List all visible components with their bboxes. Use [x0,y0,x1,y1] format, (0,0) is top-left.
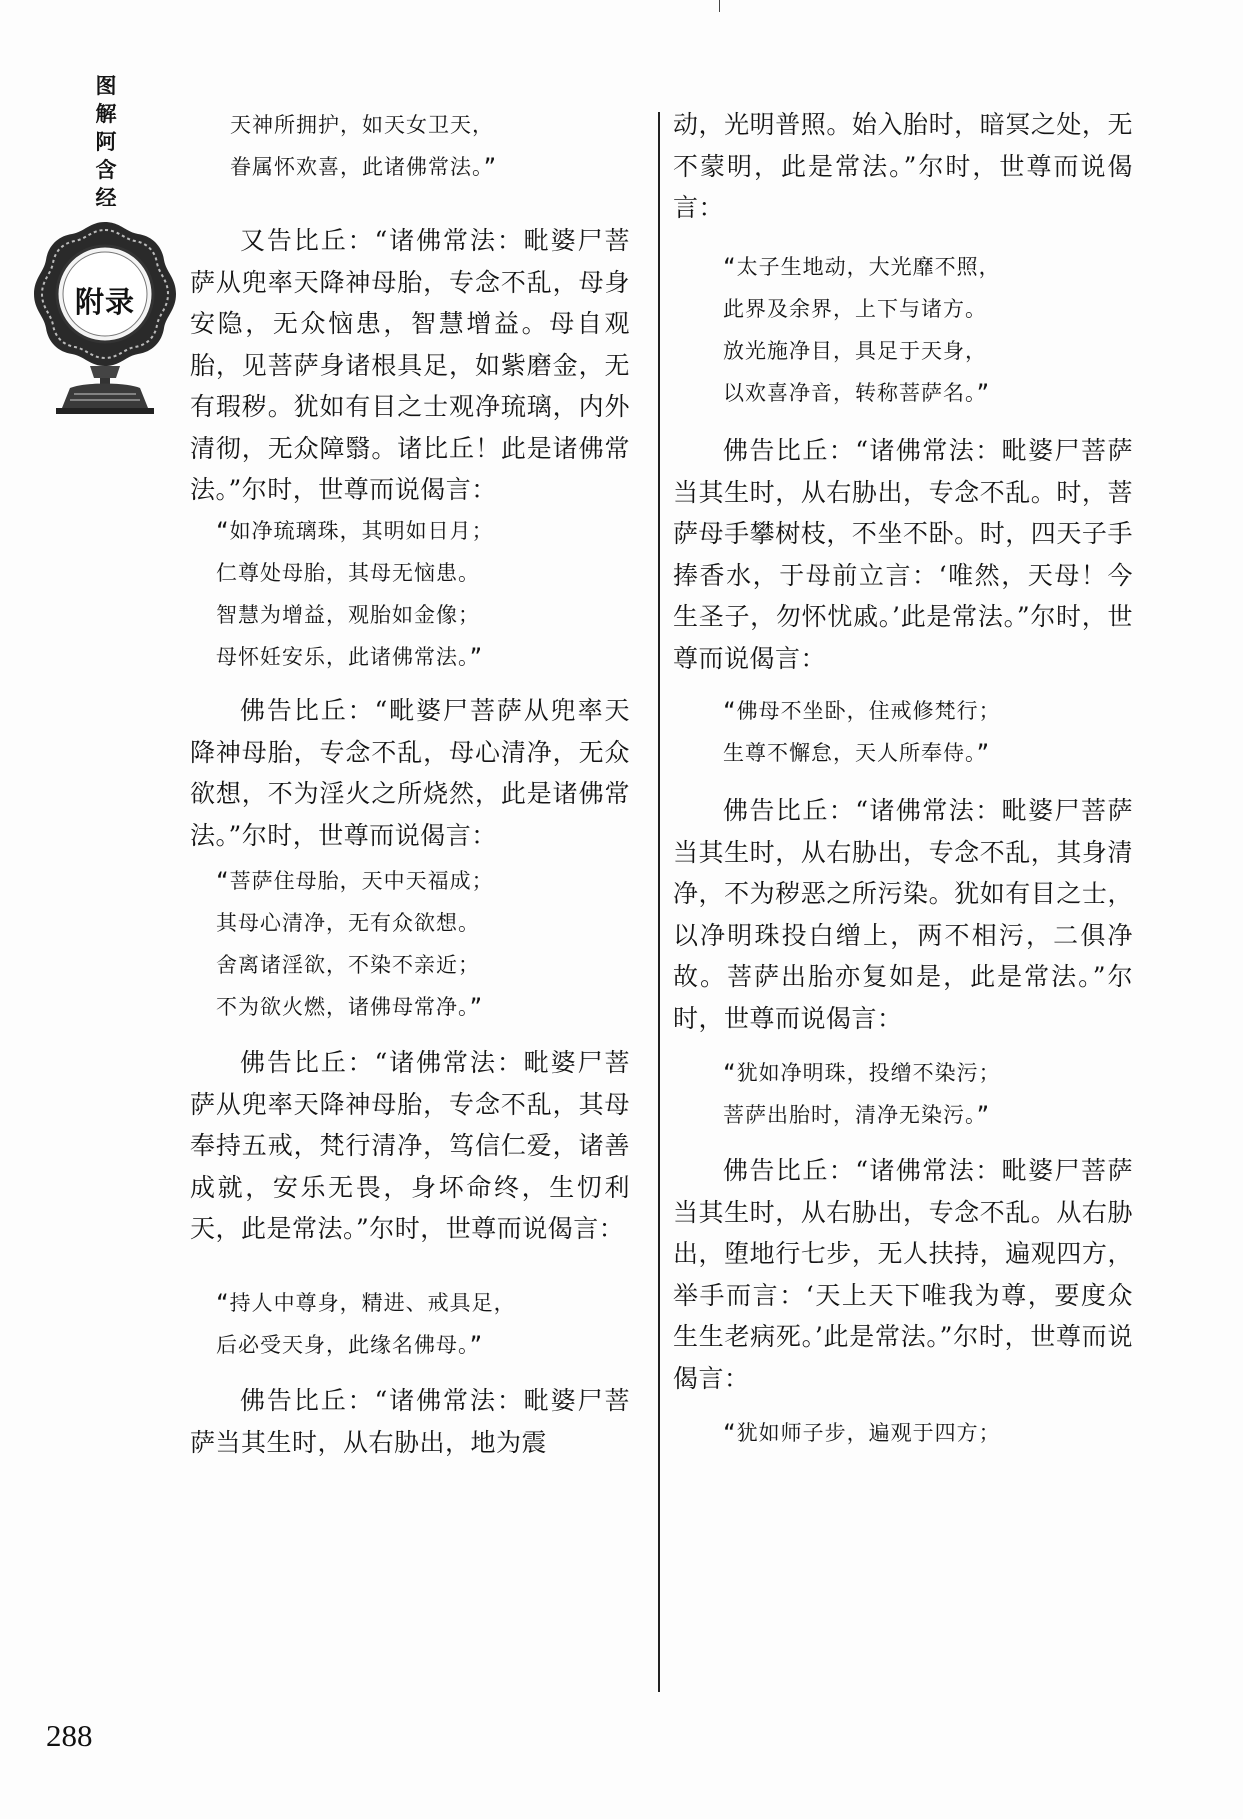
scan-tick-mark [719,0,720,12]
paragraph: 佛告比丘：“诸佛常法：毗婆尸菩萨当其生时，从右胁出，地为震 [190,1386,630,1457]
page-number: 288 [46,1718,93,1753]
paragraph: 又告比丘：“诸佛常法：毗婆尸菩萨从兜率天降神母胎，专念不乱，母身安隐，无众恼患，智慧增益。母自观胎，见菩萨身诸根具足，如紫磨金，无有瑕秽。犹如有目之士观净琉璃，内外清彻，无众障翳。诸比丘！此是诸佛常法。”尔时，世尊而说偈言： [190,226,630,504]
paragraph: 佛告比丘：“诸佛常法：毗婆尸菩萨当其生时，从右胁出，专念不乱。时，菩萨母手攀树枝，不坐不卧。时，四天子手捧香水，于母前立言：‘唯然，天母！今生圣子，勿怀忧戚。’此是常法。”尔时，世尊而说偈言： [673,436,1133,673]
verse-top: 天神所拥护，如天女卫天， 眷属怀欢喜，此诸佛常法。” [230,113,498,179]
book-title: 图解阿含经 [95,74,117,210]
verse-2: “佛母不坐卧，住戒修梵行； 生尊不懈怠，天人所奉侍。” [723,699,1001,765]
verse-2: “菩萨住母胎，天中天福成； 其母心清净，无有众欲想。 舍离诸淫欲，不染不亲近； 不为欲火燃，诸佛母常净。” [216,869,494,1019]
verse-4: “犹如师子步，遍观于四方； [723,1421,1001,1445]
verse-3: “持人中尊身，精进、戒具足， 后必受天身，此缘名佛母。” [216,1291,516,1357]
paragraph: 佛告比丘：“诸佛常法：毗婆尸菩萨从兜率天降神母胎，专念不乱，其母奉持五戒，梵行清净，笃信仁爱，诸善成就，安乐无畏，身坏命终，生忉利天，此是常法。”尔时，世尊而说偈言： [190,1048,630,1243]
appendix-badge [30,218,180,428]
paragraph: 佛告比丘：“毗婆尸菩萨从兜率天降神母胎，专念不乱，母心清净，无众欲想，不为淫火之所烧然，此是诸佛常法。”尔时，世尊而说偈言： [190,696,630,850]
paragraph: 佛告比丘：“诸佛常法：毗婆尸菩萨当其生时，从右胁出，专念不乱，其身清净，不为秽恶之所污染。犹如有目之士，以净明珠投白缯上，两不相污，二俱净故。菩萨出胎亦复如是，此是常法。”尔时，世尊而说偈言： [673,796,1133,1033]
verse-3: “犹如净明珠，投缯不染污； 菩萨出胎时，清净无染污。” [723,1061,1001,1127]
appendix-label: 附录 [74,285,135,319]
verse-1: “如净琉璃珠，其明如日月； 仁尊处母胎，其母无恼患。 智慧为增益，观胎如金像； 母怀妊安乐，此诸佛常法。” [216,519,494,669]
paragraph: 佛告比丘：“诸佛常法：毗婆尸菩萨当其生时，从右胁出，专念不乱。从右胁出，堕地行七步，无人扶持，遍观四方，举手而言：‘天上天下唯我为尊，要度众生生老病死。’此是常法。”尔时，世尊而说偈言： [673,1156,1133,1393]
column-divider [658,112,660,1692]
verse-1: “太子生地动，大光靡不照， 此界及余界，上下与诸方。 放光施净目，具足于天身， 以欢喜净音，转称菩萨名。” [723,255,1001,405]
paragraph: 动，光明普照。始入胎时，暗冥之处，无不蒙明，此是常法。”尔时，世尊而说偈言： [673,110,1133,222]
ornament-frame-icon [30,218,180,428]
